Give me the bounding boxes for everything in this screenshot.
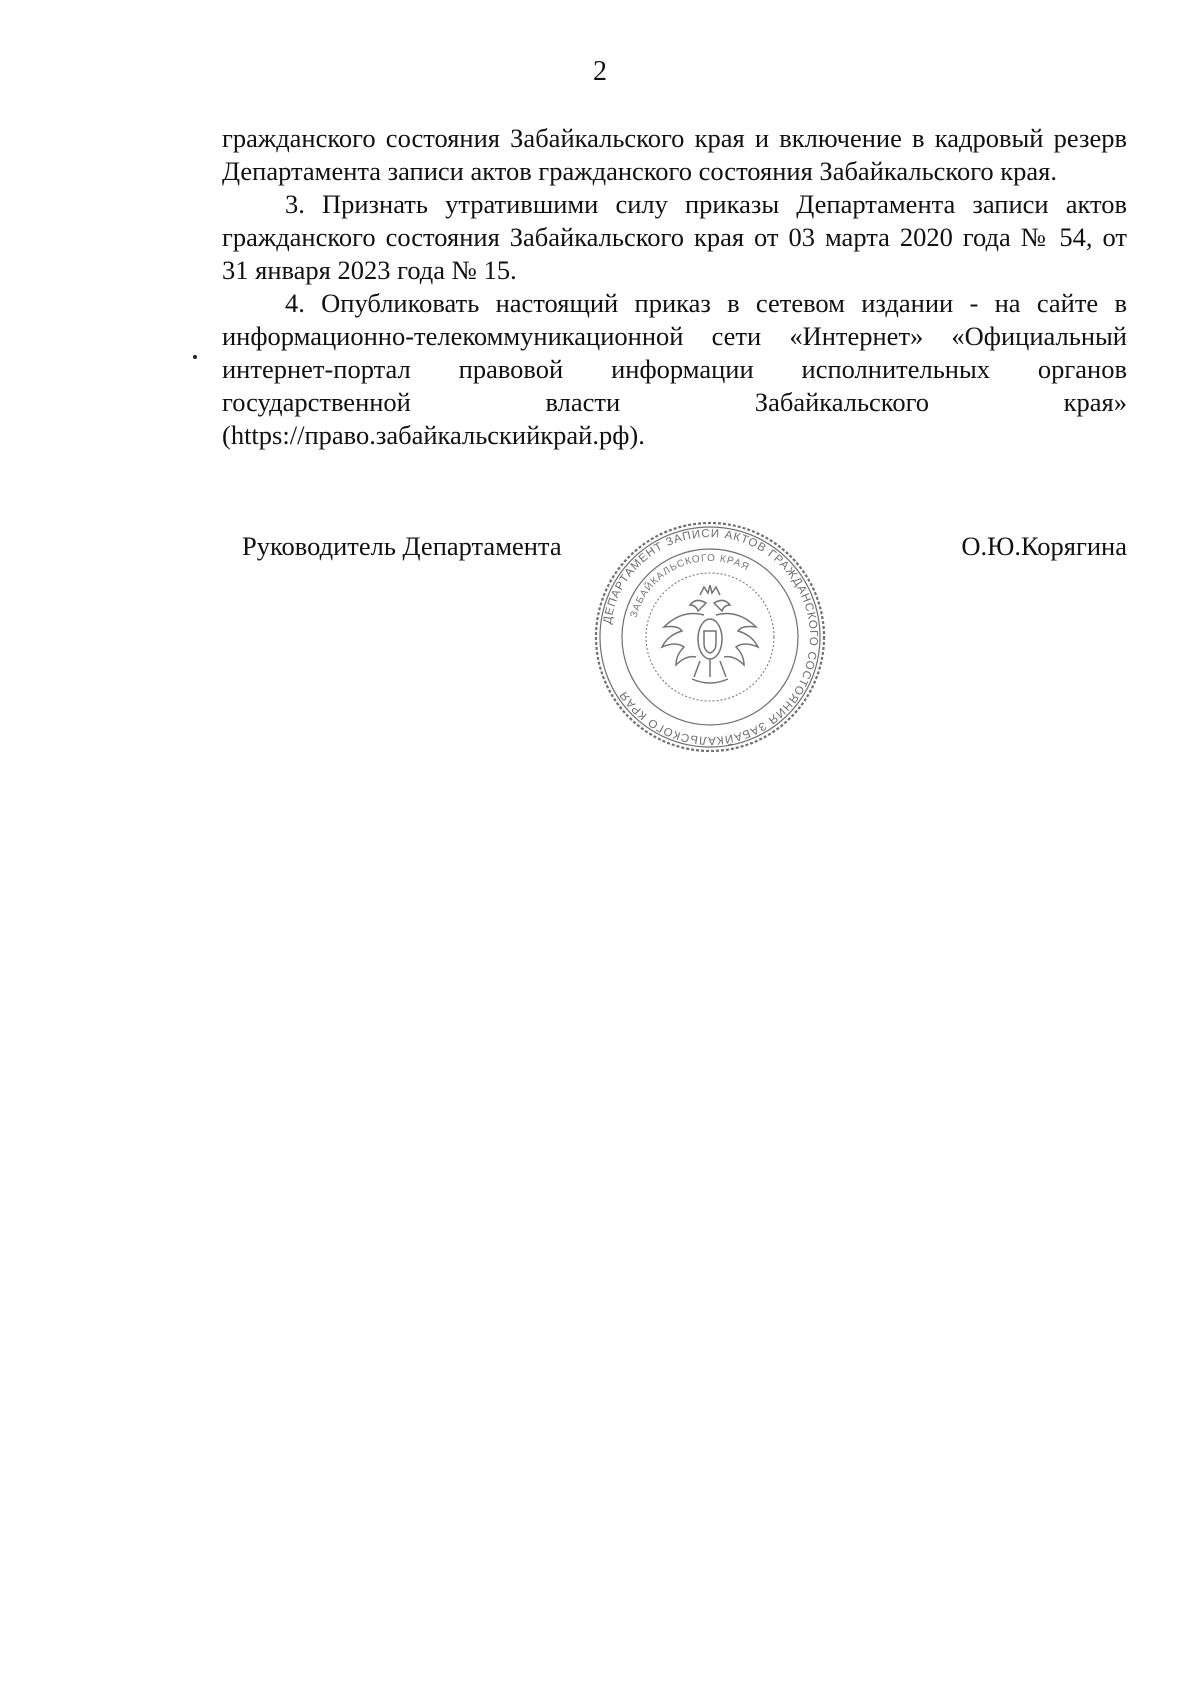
page-number: 2: [593, 56, 607, 87]
official-seal: [592, 519, 828, 755]
double-headed-eagle-icon: [662, 585, 758, 683]
paragraph-4-line-2: информационно-телекоммуникационной сети «Интернет» «Официальный: [222, 321, 1127, 351]
official-seal-icon: [592, 519, 828, 755]
paragraph-3-line-1: 3. Признать утратившими силу приказы Департамента записи актов: [285, 189, 1127, 219]
paragraph-3-line-2: гражданского состояния Забайкальского края от 03 марта 2020 года № 54, от: [222, 222, 1127, 252]
paragraph-4-line-3: интернет-портал правовой информации исполнительных органов: [222, 354, 1127, 384]
seal-inner-text: ЗАБАЙКАЛЬСКОГО КРАЯ: [628, 552, 752, 620]
paragraph-2-line-1: гражданского состояния Забайкальского края и включение в кадровый резерв: [222, 123, 1127, 153]
paragraph-2-line-2: Департамента записи актов гражданского состояния Забайкальского края.: [222, 156, 1057, 186]
signatory-name: О.Ю.Корягина: [961, 531, 1127, 561]
paragraph-4-line-4: государственной власти Забайкальского края»: [222, 387, 1127, 417]
signatory-title: Руководитель Департамента: [242, 531, 562, 561]
paragraph-3-line-3: 31 января 2023 года № 15.: [222, 255, 517, 285]
paragraph-4-line-5: (https://право.забайкальскийкрай.рф).: [222, 420, 645, 450]
scan-artifact-dot: [193, 355, 197, 359]
document-body: [222, 122, 1127, 452]
seal-outer-text: ДЕПАРТАМЕНТ ЗАПИСИ АКТОВ ГРАЖДАНСКОГО СОСТОЯНИЯ ЗАБАЙКАЛЬСКОГО КРАЯ: [601, 527, 820, 747]
paragraph-4-line-1: 4. Опубликовать настоящий приказ в сетевом издании - на сайте в: [285, 288, 1127, 318]
